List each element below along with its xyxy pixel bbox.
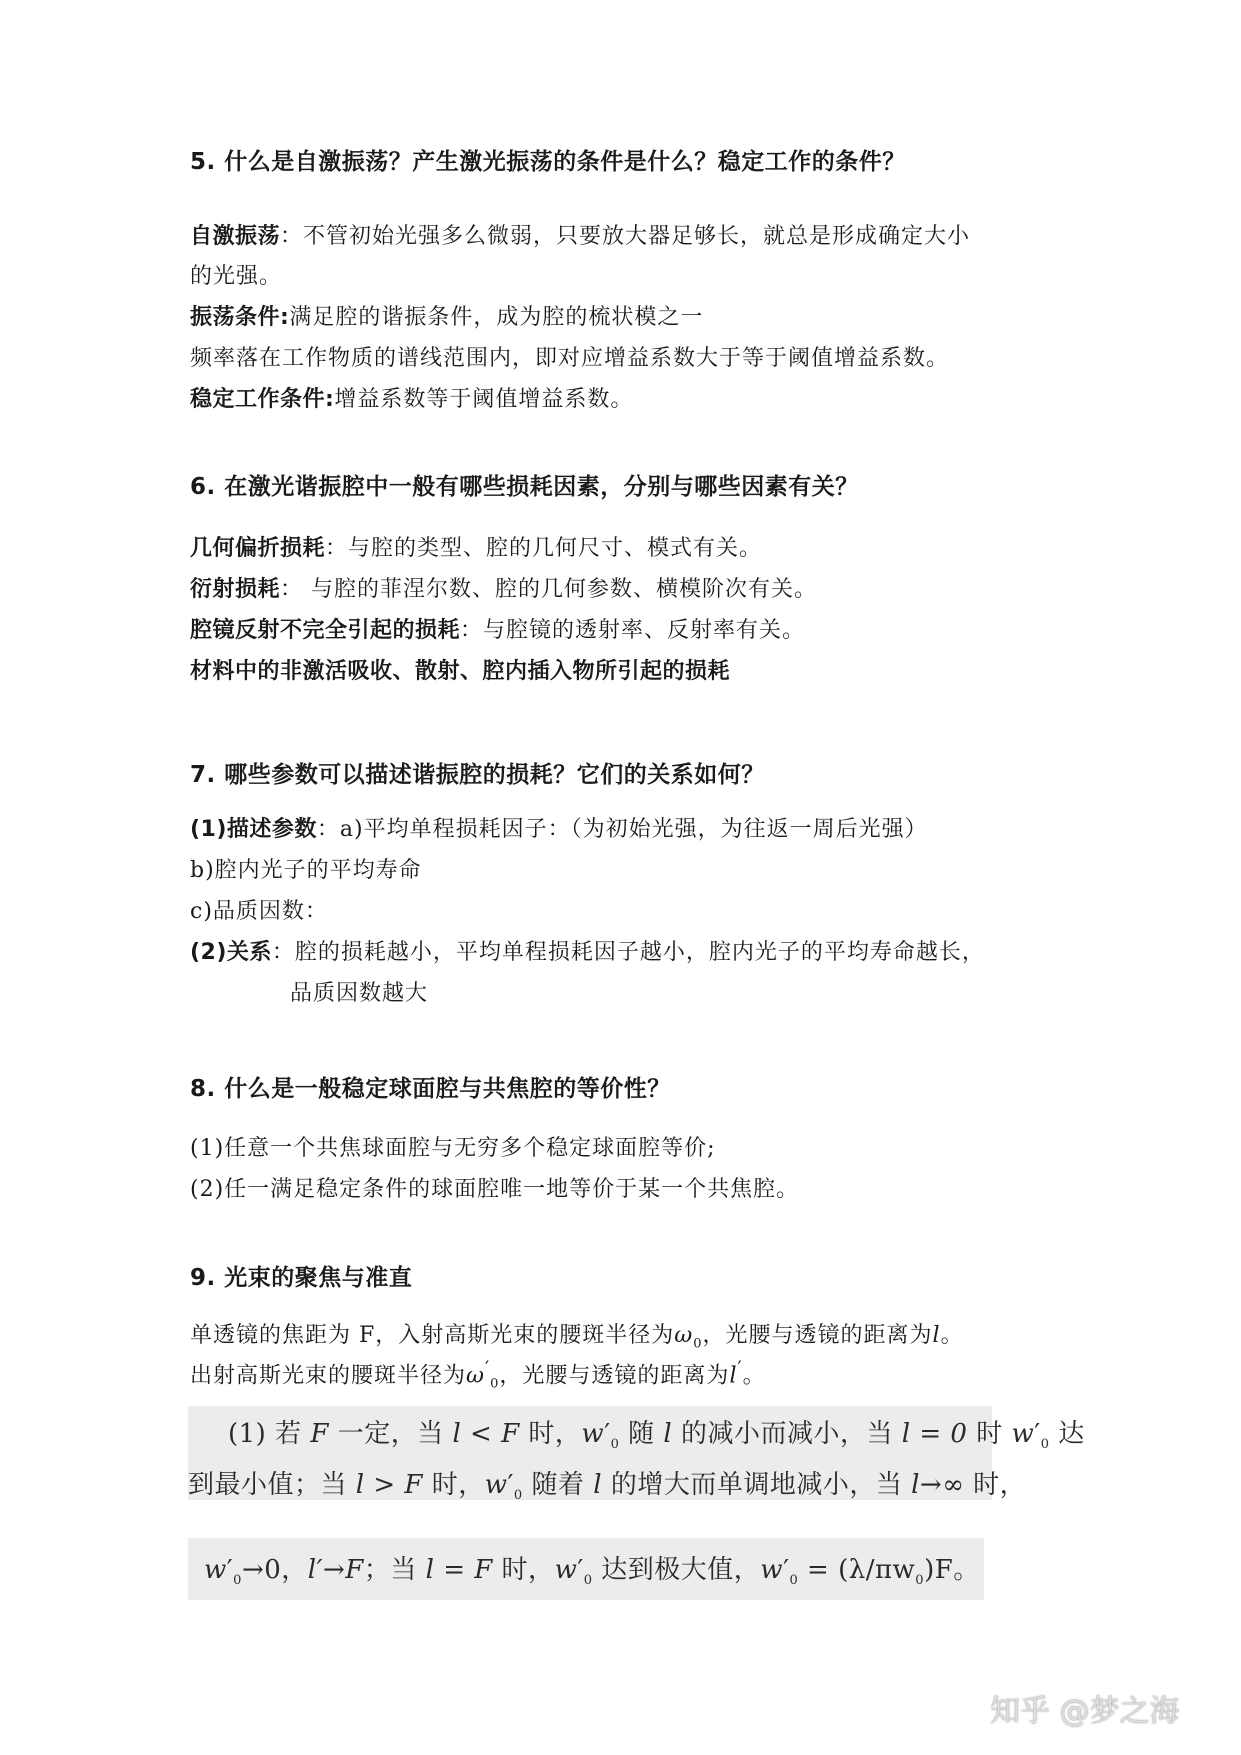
scan-1-line-2: 到最小值；当 l > F 时，$w'_0$ 随着 l 的增大而单调地减小，当 l→∞ 时， xyxy=(188,1470,1027,1504)
section-5-line-3: 振荡条件:满足腔的谐振条件，成为腔的梳状模之一 xyxy=(190,305,704,330)
section-9-line-1: 单透镜的焦距为 F，入射高斯光束的腰斑半径为$\omega_0$，光腰与透镜的距离为l。 xyxy=(190,1323,964,1352)
section-5-heading: 5. 什么是自激振荡？产生激光振荡的条件是什么？稳定工作的条件？ xyxy=(190,149,906,175)
section-8-line-2: (2)任一满足稳定条件的球面腔唯一地等价于某一个共焦腔。 xyxy=(190,1177,800,1202)
section-7-line-3: c)品质因数： xyxy=(190,899,328,924)
section-9-line-2: 出射高斯光束的腰斑半径为$\omega'_0$，光腰与透镜的距离为l′。 xyxy=(190,1358,766,1392)
scanned-formula-block-1 xyxy=(188,1406,1085,1504)
section-8-line-1: (1)任意一个共焦球面腔与无穷多个稳定球面腔等价; xyxy=(190,1136,716,1161)
section-6-line-2: 衍射损耗： 与腔的菲涅尔数、腔的几何参数、横模阶次有关。 xyxy=(190,577,818,602)
section-7-line-5: 品质因数越大 xyxy=(290,981,429,1006)
section-9-heading: 9. 光束的聚焦与准直 xyxy=(190,1265,413,1291)
omega-symbol: ω xyxy=(674,1323,694,1348)
section-5-line-4: 频率落在工作物质的谱线范围内，即对应增益系数大于等于阈值增益系数。 xyxy=(190,346,950,371)
section-6-heading: 6. 在激光谐振腔中一般有哪些损耗因素，分别与哪些因素有关？ xyxy=(190,474,859,500)
section-5-line-5: 稳定工作条件:增益系数等于阈值增益系数。 xyxy=(190,387,634,412)
section-7-line-2: b)腔内光子的平均寿命 xyxy=(190,858,422,883)
scanned-formula-block-2: $w'_0\to 0$，l′→F；当 l = F 时，$w'_0$ 达到极大值，$w'_0 = (\lambda/\pi w_0)F$。 xyxy=(188,1538,984,1600)
section-7-heading: 7. 哪些参数可以描述谐振腔的损耗？它们的关系如何？ xyxy=(190,762,765,788)
section-6-line-4: 材料中的非激活吸收、散射、腔内插入物所引起的损耗 xyxy=(190,659,731,684)
section-6-line-3: 腔镜反射不完全引起的损耗：与腔镜的透射率、反射率有关。 xyxy=(190,618,806,643)
scan-1-line-1: (1) 若 F 一定，当 l < F 时，$w'_0$ 随 l 的减小而减小，当 l = 0 时 $w'_0$ 达 xyxy=(228,1419,1085,1453)
zhihu-watermark: 知乎 @梦之海 xyxy=(990,1694,1180,1729)
section-8-heading: 8. 什么是一般稳定球面腔与共焦腔的等价性？ xyxy=(190,1076,671,1102)
section-7-line-4: (2)关系：腔的损耗越小，平均单程损耗因子越小，腔内光子的平均寿命越长， xyxy=(190,940,985,965)
section-7-line-1: (1)描述参数：a)平均单程损耗因子：（为初始光强，为往返一周后光强） xyxy=(190,817,928,842)
section-6-line-1: 几何偏折损耗：与腔的类型、腔的几何尺寸、模式有关。 xyxy=(190,536,763,561)
section-5-line-1: 自激振荡：不管初始光强多么微弱，只要放大器足够长，就总是形成确定大小 xyxy=(190,224,971,249)
section-5-line-2: 的光强。 xyxy=(190,264,283,289)
